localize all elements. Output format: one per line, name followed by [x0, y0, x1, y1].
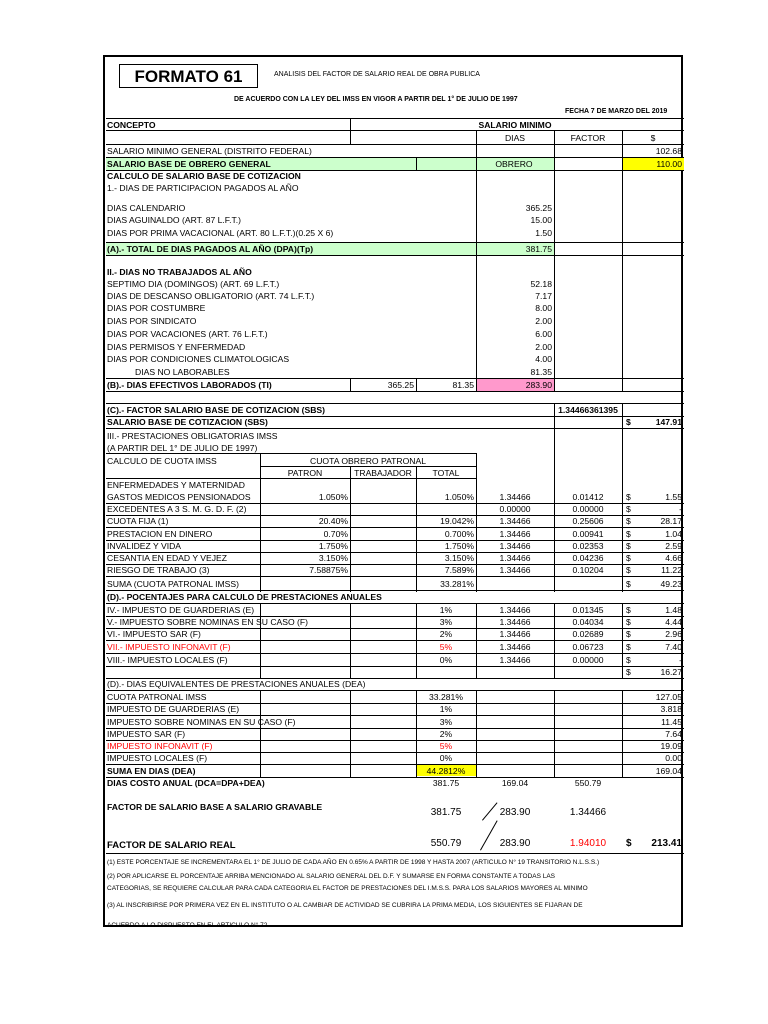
- row-c4: 81.35: [530, 367, 552, 377]
- d-total: 0%: [439, 655, 453, 665]
- d-factor2: 0.02689: [572, 629, 604, 639]
- imss-patron: 0.70%: [323, 529, 348, 539]
- dea-value: 19.09: [660, 741, 682, 751]
- column-dias: DIAS: [504, 133, 526, 143]
- row-c4: OBRERO: [495, 159, 533, 169]
- grid-line: [106, 453, 476, 454]
- grid-line: [554, 144, 555, 391]
- grid-line: [106, 666, 684, 667]
- row-label: (B).- DIAS EFECTIVOS LABORADOS (TI): [107, 380, 272, 390]
- imss-value: 4.66: [665, 553, 682, 563]
- row-c4: 52.18: [530, 279, 552, 289]
- imss-value: -: [679, 504, 682, 514]
- column-pesos: $: [650, 133, 656, 143]
- factor-real-dollar: $: [626, 838, 632, 849]
- d-label: VIII.- IMPUESTO LOCALES (F): [107, 655, 228, 665]
- dea-total: 5%: [439, 741, 453, 751]
- row-label: CALCULO DE SALARIO BASE DE COTIZACION: [107, 171, 301, 181]
- grid-line: [106, 728, 684, 729]
- d-dollar: $: [626, 605, 631, 615]
- col-total: TOTAL: [432, 468, 460, 478]
- d-dollar: $: [626, 667, 631, 677]
- imss-dollar: $: [626, 529, 631, 539]
- imss-factor2: 0.02353: [572, 541, 604, 551]
- dea-label: IMPUESTO DE GUARDERIAS (E): [107, 704, 240, 714]
- footnote: ACUERDO A LO DISPUESTO EN EL ARTICULO N° 72: [107, 922, 268, 929]
- row-c6: 110.00: [656, 159, 682, 169]
- dea-value: 127.05: [655, 692, 682, 702]
- grid-line: [350, 690, 351, 777]
- sbs-value: 147.91: [655, 417, 682, 427]
- grid-line: [416, 690, 417, 777]
- imss-value: 2.59: [665, 541, 682, 551]
- d-value: 2.96: [665, 629, 682, 639]
- imss-total: 7.589%: [444, 565, 474, 575]
- grid-line: [106, 255, 684, 256]
- imss-value: 28.17: [660, 516, 682, 526]
- formato-sheet: [103, 55, 683, 927]
- dea-value: 3.818: [660, 704, 682, 714]
- d-factor: 1.34466: [499, 642, 531, 652]
- dea-value: 169.04: [655, 766, 682, 776]
- row-label: DIAS PERMISOS Y ENFERMEDAD: [107, 342, 246, 352]
- row-label: II.- DIAS NO TRABAJADOS AL AÑO: [107, 267, 252, 277]
- row-c2: 365.25: [387, 380, 414, 390]
- grid-line: [622, 690, 623, 777]
- factor-real-a: 550.79: [430, 838, 462, 849]
- imss-label: RIESGO DE TRABAJO (3): [107, 565, 210, 575]
- grid-line: [106, 853, 684, 854]
- prest-title: III.- PRESTACIONES OBLIGATORIAS IMSS: [107, 431, 278, 441]
- imss-factor2: 0.04236: [572, 553, 604, 563]
- row-c4: 283.90: [525, 380, 552, 390]
- imss-value: 1.55: [665, 492, 682, 502]
- factor-gravable-label: FACTOR DE SALARIO BASE A SALARIO GRAVABLE: [107, 802, 323, 812]
- report-date: FECHA 7 DE MARZO DEL 2019: [565, 108, 668, 115]
- imss-factor: 1.34466: [499, 553, 531, 563]
- grid-line: [260, 466, 476, 467]
- imss-factor2: 0.25606: [572, 516, 604, 526]
- d-dollar: $: [626, 617, 631, 627]
- dea-total: 0%: [439, 753, 453, 763]
- row-c4: 2.00: [535, 342, 552, 352]
- dca-c: 550.79: [574, 778, 602, 788]
- factor-gravable-a: 381.75: [430, 807, 462, 818]
- dca-label: DIAS COSTO ANUAL (DCA=DPA+DEA): [107, 778, 265, 788]
- dea-label: IMPUESTO SAR (F): [107, 729, 186, 739]
- row-label: SALARIO MINIMO GENERAL (DISTRITO FEDERAL): [107, 146, 312, 156]
- grid-line: [554, 690, 555, 777]
- grid-line: [106, 157, 684, 158]
- row-c6: 102.68: [655, 146, 682, 156]
- d-value: 16.27: [660, 667, 682, 677]
- row-label: DIAS CALENDARIO: [107, 203, 186, 213]
- imss-total: 33.281%: [440, 579, 474, 589]
- imss-value: 1.04: [665, 529, 682, 539]
- d-factor: 1.34466: [499, 629, 531, 639]
- d-total: 1%: [439, 605, 453, 615]
- formato-box: FORMATO 61: [119, 64, 258, 88]
- imss-patron: 1.050%: [318, 492, 348, 502]
- factor-gravable-c: 1.34466: [569, 807, 607, 818]
- d-label: V.- IMPUESTO SOBRE NOMINAS EN SU CASO (F): [107, 617, 309, 627]
- sbs-dollar: $: [626, 417, 631, 427]
- d-title: (D).- POCENTAJES PARA CALCULO DE PRESTACIONES ANUALES: [107, 592, 382, 602]
- grid-line: [106, 428, 684, 429]
- imss-label: PRESTACION EN DINERO: [107, 529, 213, 539]
- imss-dollar: $: [626, 492, 631, 502]
- imss-factor2: 0.00000: [572, 504, 604, 514]
- row-label: DIAS POR SINDICATO: [107, 316, 197, 326]
- imss-label: GASTOS MEDICOS PENSIONADOS: [107, 492, 251, 502]
- d-factor: 1.34466: [499, 605, 531, 615]
- sbs-factor-label: (C).- FACTOR SALARIO BASE DE COTIZACION (SBS): [107, 405, 326, 415]
- row-c4: 8.00: [535, 303, 552, 313]
- row-c4: 1.50: [535, 228, 552, 238]
- grid-line: [416, 603, 417, 678]
- col-trabajador: TRABAJADOR: [354, 468, 412, 478]
- dea-total: 44.2812%: [426, 766, 466, 776]
- imss-dollar: $: [626, 504, 631, 514]
- imss-factor: 1.34466: [499, 529, 531, 539]
- grid-line: [476, 144, 477, 391]
- grid-line: [106, 242, 684, 243]
- row-label: SALARIO BASE DE OBRERO GENERAL: [107, 159, 271, 169]
- imss-total: 3.150%: [444, 553, 474, 563]
- row-label: DIAS POR CONDICIONES CLIMATOLOGICAS: [107, 354, 290, 364]
- col-patron: PATRON: [287, 468, 323, 478]
- d-dollar: $: [626, 655, 631, 665]
- dea-value: 7.64: [665, 729, 682, 739]
- prest-sub: (A PARTIR DEL 1° DE JULIO DE 1997): [107, 443, 258, 453]
- grid-line: [622, 144, 623, 391]
- dea-total: 2%: [439, 729, 453, 739]
- imss-value: 49.23: [660, 579, 682, 589]
- imss-patron: 1.750%: [318, 541, 348, 551]
- row-c4: 15.00: [530, 215, 552, 225]
- grid-line: [106, 170, 684, 171]
- imss-label: CESANTIA EN EDAD Y VEJEZ: [107, 553, 228, 563]
- grid-line: [622, 603, 623, 678]
- row-label: DIAS DE DESCANSO OBLIGATORIO (ART. 74 L.F.T.): [107, 291, 315, 301]
- dea-total: 33.281%: [429, 692, 463, 702]
- grid-line: [476, 690, 477, 777]
- report-subtitle: DE ACUERDO CON LA LEY DEL IMSS EN VIGOR A PARTIR DEL 1° DE JULIO DE 1997: [234, 96, 518, 103]
- grid-line: [350, 118, 351, 144]
- grid-line: [106, 118, 684, 119]
- imss-factor: 1.34466: [499, 516, 531, 526]
- imss-patron: 20.40%: [318, 516, 348, 526]
- d-factor2: 0.00000: [572, 655, 604, 665]
- row-c4: 365.25: [525, 203, 552, 213]
- imss-factor: 1.34466: [499, 492, 531, 502]
- imss-total: 1.050%: [444, 492, 474, 502]
- grid-line: [106, 478, 476, 479]
- grid-line: [106, 130, 684, 131]
- dea-value: 11.45: [661, 717, 682, 727]
- grid-line: [106, 378, 684, 379]
- row-c4: 2.00: [535, 316, 552, 326]
- footnote: (2) POR APLICARSE EL PORCENTAJE ARRIBA MENCIONADO AL SALARIO GENERAL DEL D.F. Y SUMARSE EN FORMA CONSTANTE A TODAS LAS: [107, 873, 556, 880]
- dea-total: 1%: [439, 704, 453, 714]
- footnote: (1) ESTE PORCENTAJE SE INCREMENTARA EL 1° DE JULIO DE CADA AÑO EN 0.65% A PARTIR DE 1998 Y HASTA 2007 (ARTICULO N° 19 TRANSITORIO N.L.S.S.): [107, 859, 600, 866]
- row-c3: 81.35: [452, 380, 474, 390]
- row-label: DIAS NO LABORABLES: [135, 367, 230, 377]
- dea-value: 0.00: [665, 753, 682, 763]
- footnote: (3) AL INSCRIBIRSE POR PRIMERA VEZ EN EL INSTITUTO O AL CAMBIAR DE ACTIVIDAD SE CUBRIRA LA PRIMA MEDIA, LOS SIGUIENTES SE FIJARAN DE: [107, 902, 583, 909]
- dea-title: (D).- DIAS EQUIVALENTES DE PRESTACIONES ANUALES (DEA): [107, 679, 366, 689]
- grid-line: [554, 130, 555, 144]
- d-value: 1.48: [665, 605, 682, 615]
- dea-label: IMPUESTO SOBRE NOMINAS EN SU CASO (F): [107, 717, 296, 727]
- d-factor: 1.34466: [499, 655, 531, 665]
- grid-line: [476, 130, 477, 144]
- row-c4: 7.17: [535, 291, 552, 301]
- imss-patron: 7.58875%: [309, 565, 348, 575]
- factor-gravable-b: 283.90: [499, 807, 531, 818]
- imss-label: CUOTA FIJA (1): [107, 516, 169, 526]
- row-label: DIAS POR VACACIONES (ART. 76 L.F.T.): [107, 329, 268, 339]
- column-salario-minimo: SALARIO MINIMO: [478, 120, 552, 130]
- grid-line: [260, 603, 261, 678]
- imss-total: 19.042%: [440, 516, 474, 526]
- grid-line: [554, 603, 555, 678]
- d-label: VII.- IMPUESTO INFONAVIT (F): [107, 642, 231, 652]
- row-label: 1.- DIAS DE PARTICIPACION PAGADOS AL AÑO: [107, 183, 299, 193]
- dca-a: 381.75: [432, 778, 460, 788]
- factor-real-label: FACTOR DE SALARIO REAL: [107, 840, 236, 851]
- grid-line: [350, 466, 351, 592]
- imss-dollar: $: [626, 579, 631, 589]
- dca-b: 169.04: [501, 778, 529, 788]
- sbs-label: SALARIO BASE DE COTIZACION (SBS): [107, 417, 268, 427]
- imss-dollar: $: [626, 541, 631, 551]
- row-c4: 381.75: [525, 244, 552, 254]
- report-title: ANALISIS DEL FACTOR DE SALARIO REAL DE OBRA PUBLICA: [274, 71, 480, 78]
- d-factor2: 0.01345: [572, 605, 604, 615]
- d-label: VI.- IMPUESTO SAR (F): [107, 629, 201, 639]
- imss-factor2: 0.10204: [572, 565, 604, 575]
- column-concepto: CONCEPTO: [107, 120, 156, 130]
- factor-real-c: 1.94010: [569, 838, 607, 849]
- row-c4: 6.00: [535, 329, 552, 339]
- factor-real-b: 283.90: [499, 838, 531, 849]
- imss-total: 1.750%: [444, 541, 474, 551]
- imss-factor: 0.00000: [499, 504, 531, 514]
- d-factor: 1.34466: [499, 617, 531, 627]
- imss-label: EXCEDENTES A 3 S. M. G. D. F. (2): [107, 504, 247, 514]
- row-label: DIAS POR PRIMA VACACIONAL (ART. 80 L.F.T.)(0.25 X 6): [107, 228, 334, 238]
- factor-real-value: 213.41: [651, 838, 682, 849]
- imss-patron: 3.150%: [318, 553, 348, 563]
- grid-line: [622, 130, 623, 144]
- d-factor2: 0.06723: [572, 642, 604, 652]
- imss-factor2: 0.01412: [572, 492, 604, 502]
- imss-label: INVALIDEZ Y VIDA: [107, 541, 182, 551]
- imss-dollar: $: [626, 565, 631, 575]
- d-dollar: $: [626, 629, 631, 639]
- footnote: CATEGORIAS, SE REQUIERE CALCULAR PARA CADA CATEGORIA EL FACTOR DE PRESTACIONES DEL I.M.S.S. PARA LOS SALARIOS MAYORES AL MINIMO: [107, 885, 588, 892]
- calc-cuota: CALCULO DE CUOTA IMSS: [107, 456, 217, 466]
- column-factor: FACTOR: [570, 133, 606, 143]
- row-label: DIAS AGUINALDO (ART. 87 L.F.T.): [107, 215, 242, 225]
- d-dollar: $: [626, 642, 631, 652]
- row-c4: 4.00: [535, 354, 552, 364]
- imss-dollar: $: [626, 553, 631, 563]
- row-label: SEPTIMO DIA (DOMINGOS) (ART. 69 L.F.T.): [107, 279, 280, 289]
- enf-mat: ENFERMEDADES Y MATERNIDAD: [107, 480, 245, 490]
- d-label: IV.- IMPUESTO DE GUARDERIAS (E): [107, 605, 255, 615]
- imss-value: 11.22: [661, 565, 682, 575]
- d-total: 2%: [439, 629, 453, 639]
- grid-line: [106, 576, 684, 577]
- grid-line: [350, 603, 351, 678]
- cuota-obrero: CUOTA OBRERO PATRONAL: [309, 456, 427, 466]
- d-total: 3%: [439, 617, 453, 627]
- imss-label: SUMA (CUOTA PATRONAL IMSS): [107, 579, 239, 589]
- dea-label: IMPUESTO INFONAVIT (F): [107, 741, 213, 751]
- d-value: 7.40: [665, 642, 682, 652]
- d-total: 5%: [439, 642, 453, 652]
- imss-factor: 1.34466: [499, 565, 531, 575]
- row-label: (A).- TOTAL DE DIAS PAGADOS AL AÑO (DPA)(Tp): [107, 244, 314, 254]
- imss-factor: 1.34466: [499, 541, 531, 551]
- d-value: 4.44: [665, 617, 682, 627]
- d-factor2: 0.04034: [572, 617, 604, 627]
- grid-line: [416, 378, 417, 391]
- imss-factor2: 0.00941: [572, 529, 604, 539]
- dea-label: SUMA EN DIAS (DEA): [107, 766, 196, 776]
- imss-total: 0.700%: [444, 529, 474, 539]
- dea-label: CUOTA PATRONAL IMSS: [107, 692, 207, 702]
- imss-dollar: $: [626, 516, 631, 526]
- grid-line: [260, 690, 261, 777]
- sbs-factor-value: 1.34466361395: [558, 405, 618, 415]
- row-label: DIAS POR COSTUMBRE: [107, 303, 206, 313]
- grid-line: [350, 378, 351, 391]
- dea-total: 3%: [439, 717, 453, 727]
- d-value: -: [679, 655, 682, 665]
- grid-line: [476, 603, 477, 678]
- grid-line: [106, 391, 684, 392]
- dea-label: IMPUESTO LOCALES (F): [107, 753, 208, 763]
- grid-line: [416, 157, 417, 170]
